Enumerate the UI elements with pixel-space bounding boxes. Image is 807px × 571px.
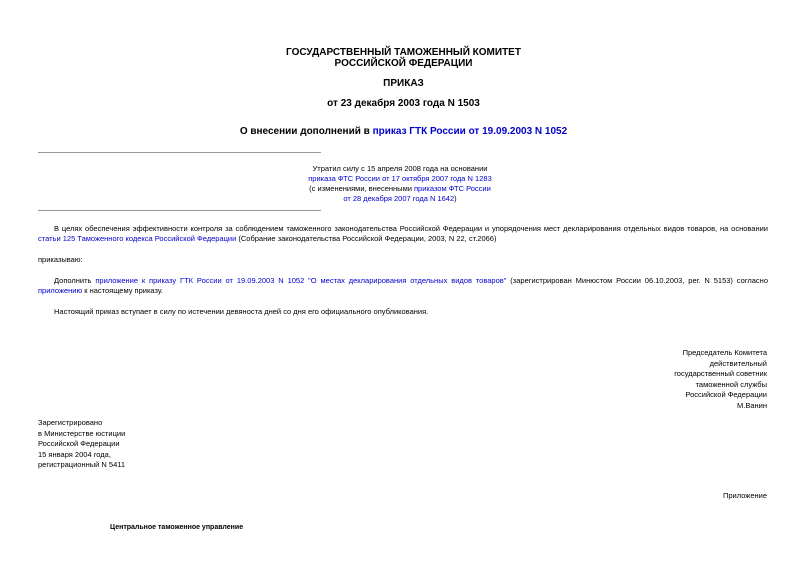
divider-bottom	[38, 210, 321, 211]
appendix-first-row: Центральное таможенное управление	[110, 524, 244, 531]
doc-date: от 23 декабря 2003 года N 1503	[327, 98, 480, 109]
customs-code-link[interactable]: статьи 125 Таможенного кодекса Российской Федерации	[38, 234, 237, 243]
p3-mid: (зарегистрирован Минюстом России 06.10.2003, рег. N 5153) согласно	[506, 276, 768, 285]
p1-suffix: (Собрание законодательства Российской Федерации, 2003, N 22, ст.2066)	[236, 234, 497, 243]
signature-block	[567, 348, 767, 411]
signature-line: государственный советник	[674, 369, 767, 378]
divider-top	[38, 152, 321, 153]
paragraph-3	[38, 276, 768, 296]
appendix-link[interactable]: приложению	[38, 286, 83, 295]
registration-line: Российской Федерации	[38, 439, 120, 448]
p3-suffix: к настоящему приказу.	[82, 286, 163, 295]
registration-line: в Министерстве юстиции	[38, 428, 126, 438]
status-note	[300, 164, 500, 204]
signature-line: действительный	[709, 358, 767, 368]
doc-type: ПРИКАЗ	[383, 78, 424, 89]
org-name-line1: ГОСУДАРСТВЕННЫЙ ТАМОЖЕННЫЙ КОМИТЕТ	[286, 47, 521, 58]
doc-title	[0, 126, 807, 137]
signature-line: М.Ванин	[737, 400, 767, 410]
status-note-close: )	[454, 194, 457, 203]
paragraph-2: приказываю:	[38, 255, 83, 264]
registration-line: регистрационный N 5411	[38, 460, 126, 469]
paragraph-4: Настоящий приказ вступает в силу по истечении девяноста дней со дня его официального опубликования.	[54, 307, 429, 316]
registration-line: 15 января 2004 года,	[38, 449, 111, 459]
appendix-order-link[interactable]: приложение к приказу ГТК России от 19.09.2003 N 1052 "О местах декларирования отдельных видов товаров"	[95, 276, 507, 285]
signature-line: Российской Федерации	[685, 390, 767, 399]
signature-line: таможенной службы	[695, 379, 767, 389]
p1-text: В целях обеспечения эффективности контроля за соблюдением таможенного законодательства Российской Федерации и упорядочения мест декларирования отдельных видов товаров, на основании	[54, 224, 768, 233]
appendix-label: Приложение	[723, 491, 767, 500]
amend-order-link-a[interactable]: приказом ФТС России	[414, 184, 491, 193]
status-note-line1: Утратил силу с 15 апреля 2008 года на основании	[312, 164, 488, 173]
repeal-order-link[interactable]: приказа ФТС России от 17 октября 2007 года N 1283	[308, 174, 492, 183]
p3-prefix: Дополнить	[54, 276, 96, 285]
amend-order-link-b[interactable]: от 28 декабря 2007 года N 1642	[343, 194, 455, 203]
title-order-link[interactable]: приказ ГТК России от 19.09.2003 N 1052	[372, 126, 568, 137]
signature-line: Председатель Комитета	[682, 348, 767, 357]
org-name-line2: РОССИЙСКОЙ ФЕДЕРАЦИИ	[334, 58, 473, 69]
paragraph-1	[38, 224, 768, 244]
doc-title-prefix: О внесении дополнений в	[239, 126, 373, 137]
status-note-line3: (с изменениями, внесенными	[309, 184, 414, 193]
registration-block	[38, 418, 238, 471]
registration-line: Зарегистрировано	[38, 418, 103, 427]
